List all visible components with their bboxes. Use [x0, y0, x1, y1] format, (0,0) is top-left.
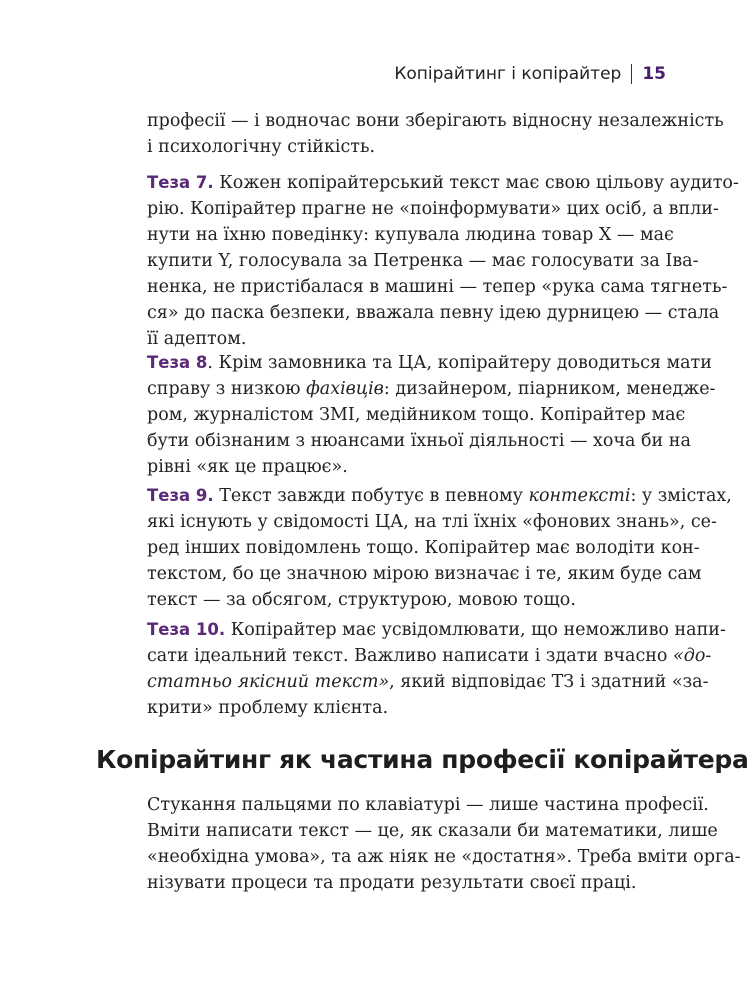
text-line: текст — за обсягом, структурою, мовою тощо.	[147, 590, 576, 610]
text-line: і психологічну стійкість.	[147, 137, 376, 157]
text-line: Теза 7. Кожен копірайтерський текст має свою цільову аудито-	[147, 173, 739, 193]
text-line: статньо якісний текст», який відповідає ТЗ і здатний «за-	[147, 672, 709, 692]
emphasis: контексті	[528, 486, 631, 506]
text-line: крити» проблему клієнта.	[147, 698, 389, 718]
text-line: ред інших повідомлень тощо. Копірайтер має володіти кон-	[147, 538, 700, 558]
section-paragraph	[147, 792, 741, 896]
text-line: професії — і водночас вони зберігають відносну незалежність	[147, 111, 724, 131]
text-line: Теза 8. Крім замовника та ЦА, копірайтеру доводиться мати	[147, 353, 712, 373]
thesis-label: Теза 7.	[147, 173, 214, 192]
page-number: 15	[642, 64, 666, 84]
intro-paragraph	[147, 108, 724, 160]
text-line: текстом, бо це значною мірою визначає і те, яким буде сам	[147, 564, 702, 584]
text-line: нути на їхню поведінку: купувала людина товар X — має	[147, 225, 674, 245]
text-line: рію. Копірайтер прагне не «поінформувати» цих осіб, а впли-	[147, 199, 719, 219]
thesis-label: Теза 9.	[147, 486, 214, 505]
thesis-label: Теза 8	[147, 353, 208, 372]
text-line: «необхідна умова», та аж ніяк не «достатня». Треба вміти орга-	[147, 847, 741, 867]
thesis-label: Теза 10.	[147, 620, 226, 639]
running-header-title: Копірайтинг і копірайтер	[394, 64, 622, 84]
text-line: ся» до паска безпеки, вважала певну ідею дурницею — стала	[147, 303, 720, 323]
text-line: нізувати процеси та продати результати своєї праці.	[147, 873, 637, 893]
text-line: її адептом.	[147, 329, 247, 349]
emphasis: «до-	[673, 646, 712, 666]
thesis-8	[147, 350, 716, 480]
text-line: бути обізнаним з нюансами їхньої діяльності — хоча би на	[147, 431, 691, 451]
text-line: рівні «як це працює».	[147, 457, 348, 477]
text-line: справу з низкою фахівців: дизайнером, піарником, менедже-	[147, 379, 716, 399]
text-line: Стукання пальцями по клавіатурі — лише частина професії.	[147, 795, 709, 815]
text-line: ненка, не пристібалася в машині — тепер «рука сама тягнеть-	[147, 277, 728, 297]
thesis-10	[147, 617, 726, 721]
text-line: Теза 10. Копірайтер має усвідомлювати, що неможливо напи-	[147, 620, 726, 640]
text-line: Теза 9. Текст завжди побутує в певному контексті: у змістах,	[147, 486, 732, 506]
text-line: купити Y, голосувала за Петренка — має голосувати за Іва-	[147, 251, 699, 271]
section-heading: Копірайтинг як частина професії копірайтера	[96, 745, 749, 774]
thesis-7	[147, 170, 739, 352]
text-line: ром, журналістом ЗМІ, медійником тощо. Копірайтер має	[147, 405, 686, 425]
text-line: які існують у свідомості ЦА, на тлі їхніх «фонових знань», се-	[147, 512, 717, 532]
text-line: сати ідеальний текст. Важливо написати і здати вчасно «до-	[147, 646, 712, 666]
thesis-9	[147, 483, 732, 613]
emphasis: статньо якісний текст»	[147, 672, 390, 692]
running-header	[394, 64, 666, 84]
header-separator	[631, 64, 632, 84]
emphasis: фахівців	[306, 379, 384, 399]
text-line: Вміти написати текст — це, як сказали би математики, лише	[147, 821, 718, 841]
